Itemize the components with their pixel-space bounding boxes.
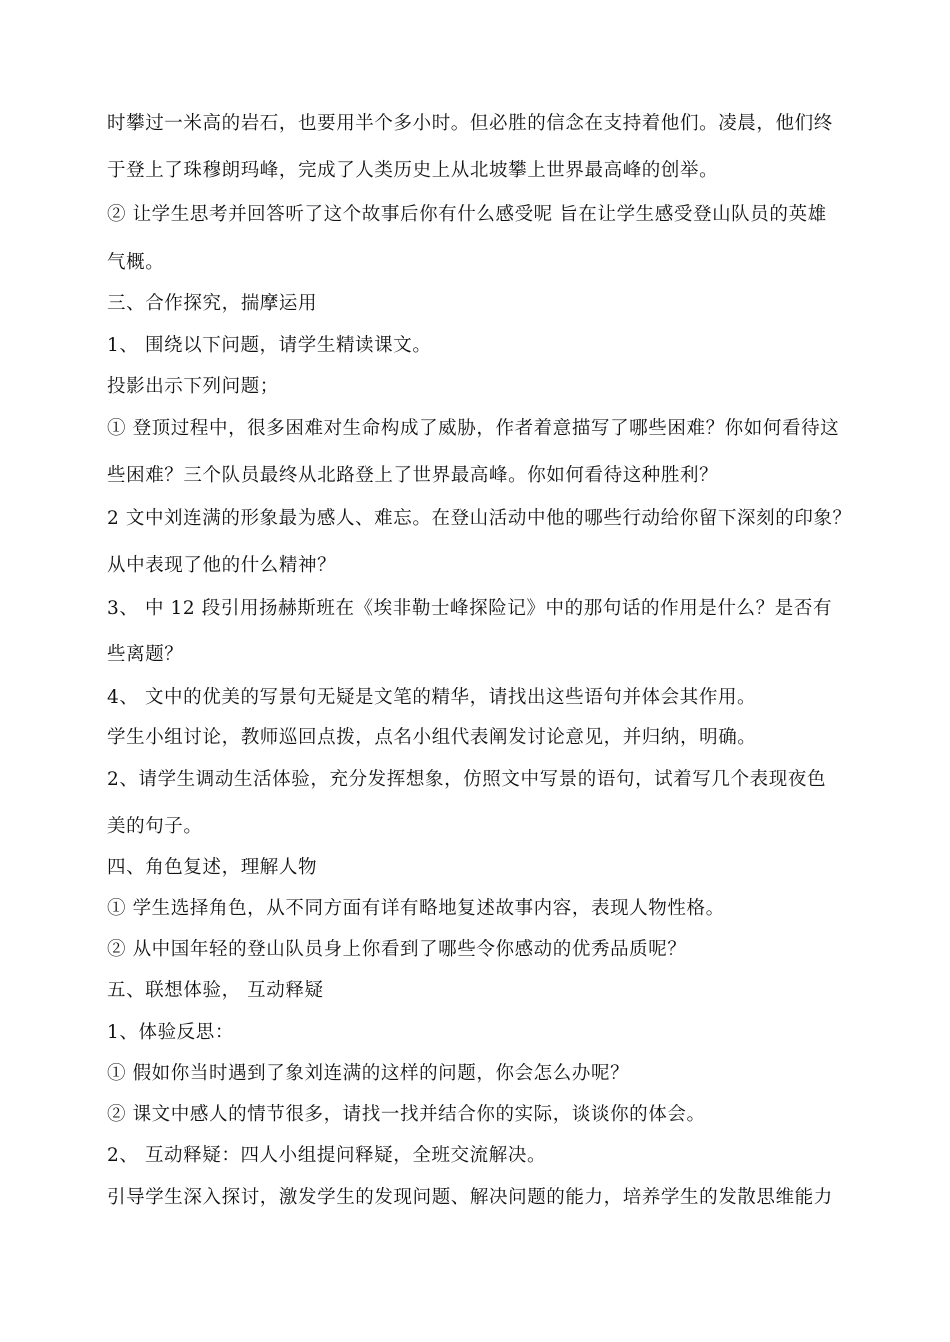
text-line: 引导学生深入探讨，激发学生的发现问题、解决问题的能力，培养学生的发散思维能力 [107, 1187, 833, 1208]
text-line: ② 让学生思考并回答听了这个故事后你有什么感受呢 旨在让学生感受登山队员的英雄 [107, 204, 827, 225]
text-line: 时攀过一米高的岩石，也要用半个多小时。但必胜的信念在支持着他们。凌晨，他们终 [107, 113, 833, 134]
section-heading: 五、联想体验， 互动释疑 [107, 980, 324, 1001]
text-line: 1、体验反思： [107, 1022, 234, 1043]
text-line: ① 假如你当时遇到了象刘连满的这样的问题，你会怎么办呢？ [107, 1063, 630, 1084]
text-line: 从中表现了他的什么精神？ [107, 555, 337, 576]
text-line: 些离题？ [107, 644, 184, 665]
text-line: 2、请学生调动生活体验，充分发挥想象，仿照文中写景的语句，试着写几个表现夜色 [107, 769, 827, 790]
text-line: 2 文中刘连满的形象最为感人、难忘。在登山活动中他的哪些行动给你留下深刻的印象？ [107, 508, 852, 529]
text-line: 些困难？三个队员最终从北路登上了世界最高峰。你如何看待这种胜利？ [107, 465, 719, 486]
text-line: 于登上了珠穆朗玛峰，完成了人类历史上从北坡攀上世界最高峰的创举。 [107, 160, 719, 181]
text-line: ① 学生选择角色，从不同方面有详有略地复述故事内容，表现人物性格。 [107, 898, 725, 919]
text-line: ② 从中国年轻的登山队员身上你看到了哪些令你感动的优秀品质呢？ [107, 939, 687, 960]
text-line: 2、 互动释疑：四人小组提问释疑，全班交流解决。 [107, 1145, 547, 1166]
text-line: 学生小组讨论，教师巡回点拨，点名小组代表阐发讨论意见，并归纳，明确。 [107, 727, 757, 748]
section-heading: 四、角色复述，理解人物 [107, 857, 318, 878]
text-line: 投影出示下列问题； [107, 376, 279, 397]
text-line: 4、 文中的优美的写景句无疑是文笔的精华，请找出这些语句并体会其作用。 [107, 687, 757, 708]
text-line: 1、 围绕以下问题，请学生精读课文。 [107, 335, 432, 356]
section-heading: 三、合作探究，揣摩运用 [107, 293, 318, 314]
text-line: ② 课文中感人的情节很多，请找一找并结合你的实际，谈谈你的体会。 [107, 1104, 706, 1125]
text-line: 3、 中 12 段引用扬赫斯班在《埃非勒士峰探险记》中的那句话的作用是什么？是否有 [107, 598, 833, 619]
text-line: 气概。 [107, 252, 165, 273]
text-line: 美的句子。 [107, 816, 203, 837]
text-line: ① 登顶过程中，很多困难对生命构成了威胁，作者着意描写了哪些困难？你如何看待这 [107, 418, 840, 439]
